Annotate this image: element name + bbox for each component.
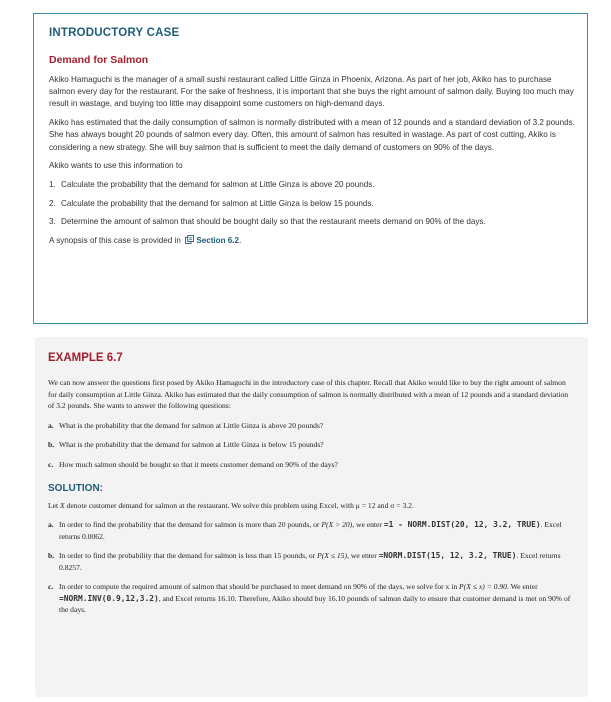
answer-text: . Excel returns 0.8257.	[59, 551, 561, 572]
introductory-case-box	[33, 13, 588, 324]
section-link-label: Section 6.2	[196, 236, 240, 246]
intro-question	[49, 216, 579, 228]
solution-intro-text: Let	[48, 500, 61, 510]
answer-text: In order to compute the required amount of salmon that should be purchased to meet demand on 90% of the days, we solve for x in	[59, 582, 460, 591]
example-question	[48, 459, 575, 471]
question-number: 1.	[49, 179, 56, 189]
intro-paragraph: Akiko has estimated that the daily consumption of salmon is normally distributed with a mean of 12 pounds and a standard deviation of 3.2 pounds. She has always bought 20 pounds of salmon every day. Often, this amount of salmon has resulted in wastage. As part of cost cutting, Akiko is considering a new strategy. She will buy salmon that is sufficient to meet the daily demand of customers on 90% of the days.	[49, 118, 575, 152]
example-title: EXAMPLE 6.7	[48, 352, 123, 364]
question-label: c.	[48, 459, 54, 469]
excel-formula: =NORM.INV(0.9,12,3.2)	[59, 593, 159, 603]
excel-formula: =1 - NORM.DIST(20, 12, 3.2, TRUE)	[383, 520, 541, 529]
synopsis-text: A synopsis of this case is provided in	[49, 236, 181, 246]
answer-text: . We enter	[506, 582, 538, 591]
probability-expression: P(X ≤ 15)	[317, 551, 348, 560]
answer-label: a.	[48, 520, 54, 529]
solution-answer	[48, 550, 575, 573]
answer-text: In order to find the probability that the demand for salmon is more than 20 pounds, or	[59, 520, 322, 529]
answer-text: In order to find the probability that the demand for salmon is less than 15 pounds, or	[59, 551, 318, 560]
intro-heading: INTRODUCTORY CASE	[49, 27, 180, 39]
question-text: Determine the amount of salmon that should be bought daily so that the restaurant meets demand on 90% of the days.	[61, 217, 486, 227]
intro-body	[49, 74, 579, 254]
answer-text: . Excel returns 0.0062.	[59, 520, 562, 541]
question-label: a.	[48, 420, 54, 430]
solution-intro	[48, 500, 575, 512]
question-text: What is the probability that the demand for salmon at Little Ginza is below 15 pounds?	[59, 440, 324, 449]
solution-intro-text: denote customer demand for salmon at the restaurant. We solve this problem using Excel, with μ = 12 and σ = 3.2.	[64, 500, 414, 510]
answer-label: b.	[48, 551, 55, 560]
question-label: b.	[48, 440, 55, 449]
answer-text: , we enter	[347, 551, 379, 560]
example-box	[35, 337, 588, 697]
answer-label: c.	[48, 582, 54, 591]
section-link[interactable]	[183, 236, 242, 246]
synopsis-line	[49, 235, 579, 247]
intro-paragraph: Akiko wants to use this information to	[49, 161, 183, 171]
solution-answer	[48, 581, 575, 616]
intro-subheading: Demand for Salmon	[49, 54, 149, 66]
section-link-icon	[185, 235, 194, 244]
example-body	[48, 377, 575, 624]
solution-answer	[48, 519, 575, 542]
probability-expression: P(X ≤ x) = 0.90	[459, 582, 507, 591]
synopsis-end: .	[239, 236, 242, 246]
example-question	[48, 420, 575, 432]
answer-text: , and Excel returns 16.10. Therefore, Akiko should buy 16.10 pounds of salmon daily to ensure that customer demand is met on 90% of the days.	[59, 593, 571, 614]
excel-formula: =NORM.DIST(15, 12, 3.2, TRUE)	[378, 551, 517, 560]
probability-expression: P(X > 20)	[321, 520, 353, 529]
example-intro: We can now answer the questions first posed by Akiko Hamaguchi in the introductory case of this chapter. Recall that Akiko would like to buy the right amount of salmon for daily consumption at Little Ginza. Akiko has estimated that the daily consumption of salmon is normally distributed with a mean of 12 pounds and a standard deviation of 3.2 pounds. She wants to answer the following questions:	[48, 378, 569, 410]
intro-question	[49, 179, 579, 191]
intro-paragraph: Akiko Hamaguchi is the manager of a small sushi restaurant called Little Ginza in Phoenix, Arizona. As part of her job, Akiko has to purchase salmon every day for the restaurant. For the sake of freshness, it is important that she buys the right amount of salmon daily. Buying too much may result in wastage, and buying too little may disappoint some customers on high-demand days.	[49, 75, 574, 109]
solution-heading: SOLUTION:	[48, 483, 103, 494]
question-number: 3.	[49, 217, 56, 227]
question-text: How much salmon should be bought so that it meets customer demand on 90% of the days?	[59, 459, 338, 469]
question-text: Calculate the probability that the demand for salmon at Little Ginza is above 20 pounds.	[61, 179, 375, 189]
question-text: Calculate the probability that the demand for salmon at Little Ginza is below 15 pounds.	[61, 198, 374, 208]
example-question	[48, 439, 575, 451]
question-number: 2.	[49, 198, 56, 208]
question-text: What is the probability that the demand for salmon at Little Ginza is above 20 pounds?	[59, 420, 324, 430]
intro-question-list	[49, 179, 579, 229]
variable-x: X	[60, 500, 65, 510]
intro-question	[49, 198, 579, 210]
answer-text: , we enter	[352, 520, 384, 529]
